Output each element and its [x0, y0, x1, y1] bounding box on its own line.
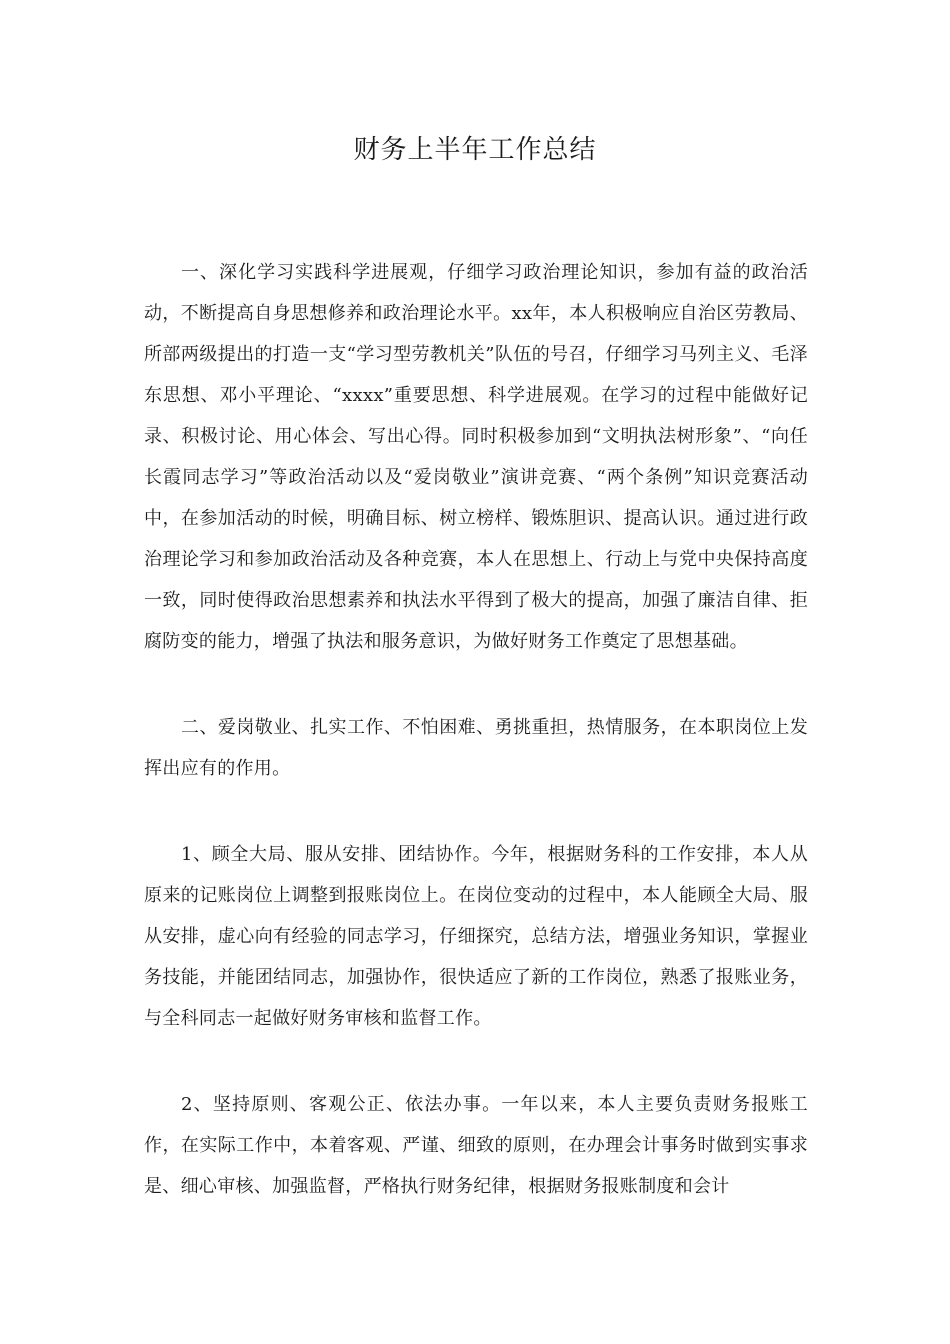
document-body [144, 252, 808, 1207]
paragraph-4: 2、坚持原则、客观公正、依法办事。一年以来，本人主要负责财务报账工作，在实际工作中，本着客观、严谨、细致的原则，在办理会计事务时做到实事求是、细心审核、加强监督，严格执行财务纪律，根据财务报账制度和会计 [144, 1094, 808, 1197]
document-title: 财务上半年工作总结 [353, 135, 597, 165]
paragraph-3: 1、顾全大局、服从安排、团结协作。今年，根据财务科的工作安排，本人从原来的记账岗位上调整到报账岗位上。在岗位变动的过程中，本人能顾全大局、服从安排，虚心向有经验的同志学习，仔细探究，总结方法，增强业务知识，掌握业务技能，并能团结同志，加强协作，很快适应了新的工作岗位，熟悉了报账业务，与全科同志一起做好财务审核和监督工作。 [144, 844, 808, 1029]
paragraph-2: 二、爱岗敬业、扎实工作、不怕困难、勇挑重担，热情服务，在本职岗位上发挥出应有的作用。 [144, 717, 808, 779]
paragraph-1: 一、深化学习实践科学进展观，仔细学习政治理论知识，参加有益的政治活动，不断提高自身思想修养和政治理论水平。xx年，本人积极响应自治区劳教局、所部两级提出的打造一支“学习型劳教机关”队伍的号召，仔细学习马列主义、毛泽东思想、邓小平理论、“xxxx”重要思想、科学进展观。在学习的过程中能做好记录、积极讨论、用心体会、写出心得。同时积极参加到“文明执法树形象”、“向任长霞同志学习”等政治活动以及“爱岗敬业”演讲竞赛、“两个条例”知识竞赛活动中，在参加活动的时候，明确目标、树立榜样、锻炼胆识、提高认识。通过进行政治理论学习和参加政治活动及各种竞赛，本人在思想上、行动上与党中央保持高度一致，同时使得政治思想素养和执法水平得到了极大的提高，加强了廉洁自律、拒腐防变的能力，增强了执法和服务意识，为做好财务工作奠定了思想基础。 [144, 262, 808, 652]
